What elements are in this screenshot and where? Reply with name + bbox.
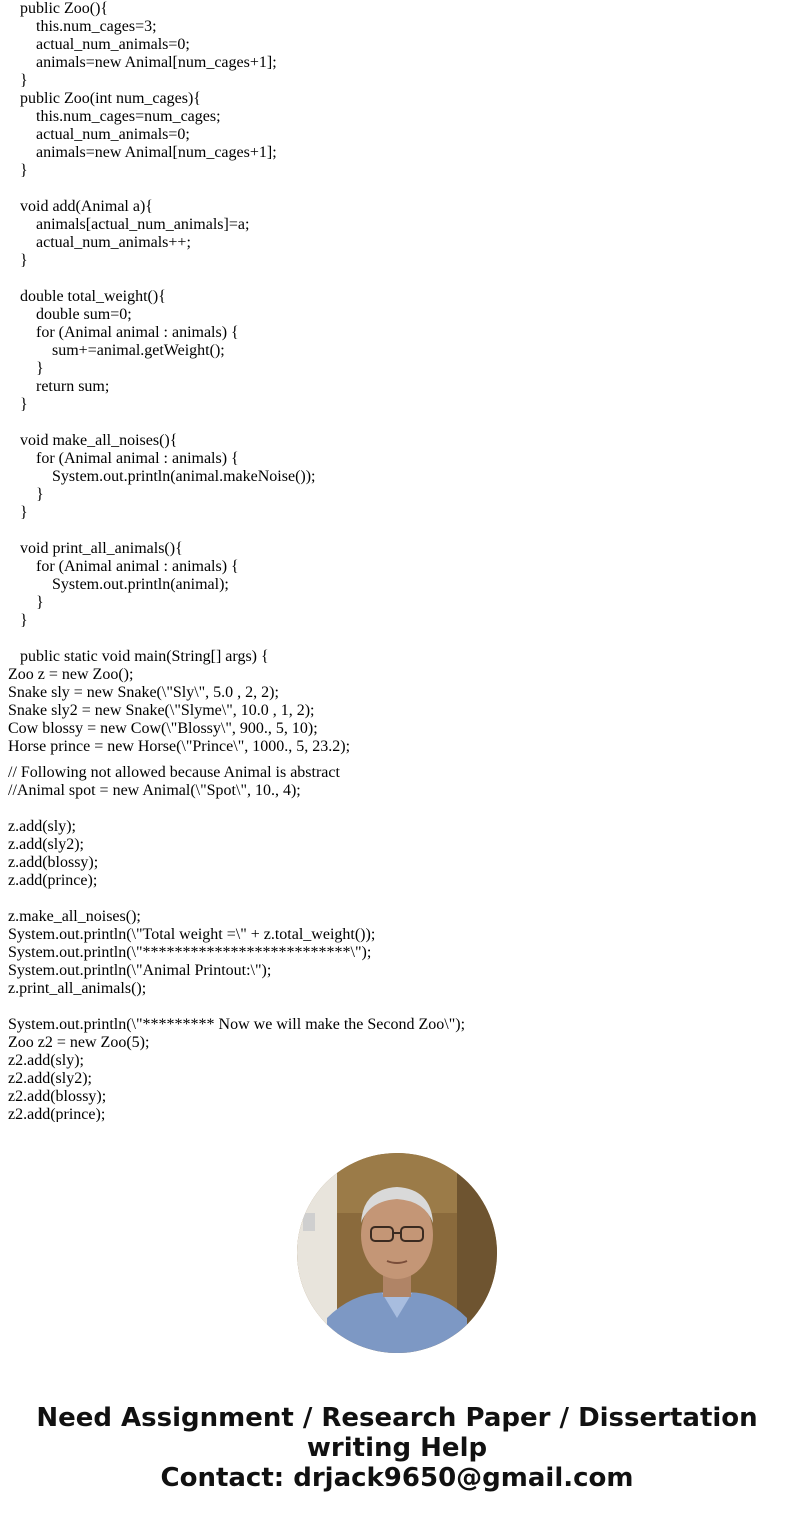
code-line: } — [8, 252, 28, 269]
code-line: } — [8, 162, 28, 179]
code-line: public static void main(String[] args) { — [8, 648, 269, 665]
code-line: for (Animal animal : animals) { — [8, 558, 239, 575]
code-line — [8, 270, 788, 288]
code-line: z.add(sly); — [8, 818, 76, 835]
code-line — [8, 998, 788, 1016]
code-line: //Animal spot = new Animal(\"Spot\", 10., 4); — [8, 782, 301, 799]
code-line: void print_all_animals(){ — [8, 540, 183, 557]
code-line: actual_num_animals=0; — [8, 36, 190, 53]
code-line: } — [8, 396, 28, 413]
contact-email: Contact: drjack9650@gmail.com — [160, 1463, 634, 1493]
code-line: Zoo z = new Zoo(); — [8, 666, 134, 683]
code-line: Cow blossy = new Cow(\"Blossy\", 900., 5, 10); — [8, 720, 318, 737]
code-line: z.add(sly2); — [8, 836, 84, 853]
code-line: for (Animal animal : animals) { — [8, 324, 239, 341]
code-listing — [8, 0, 788, 1122]
code-line: // Following not allowed because Animal is abstract — [8, 764, 340, 781]
code-line: void make_all_noises(){ — [8, 432, 178, 449]
code-line: z.add(prince); — [8, 872, 98, 889]
code-line: Horse prince = new Horse(\"Prince\", 1000., 5, 23.2); — [8, 738, 351, 755]
code-line: animals=new Animal[num_cages+1]; — [8, 54, 277, 71]
code-line — [8, 890, 788, 908]
code-line: actual_num_animals=0; — [8, 126, 190, 143]
code-line: System.out.println(animal.makeNoise()); — [8, 468, 316, 485]
code-line: z2.add(sly2); — [8, 1070, 92, 1087]
code-line: animals[actual_num_animals]=a; — [8, 216, 250, 233]
code-line: Snake sly = new Snake(\"Sly\", 5.0 , 2, 2); — [8, 684, 279, 701]
code-line: System.out.println(\"Total weight =\" + z.total_weight()); — [8, 926, 376, 943]
code-line: public Zoo(int num_cages){ — [8, 90, 201, 107]
code-line: actual_num_animals++; — [8, 234, 191, 251]
code-line: double sum=0; — [8, 306, 132, 323]
code-line — [8, 414, 788, 432]
code-line: System.out.println(\"**************************\"); — [8, 944, 372, 961]
code-line: Snake sly2 = new Snake(\"Slyme\", 10.0 , 1, 2); — [8, 702, 315, 719]
code-line: z2.add(blossy); — [8, 1088, 107, 1105]
author-avatar — [297, 1153, 497, 1353]
code-line: z.print_all_animals(); — [8, 980, 147, 997]
code-line: } — [8, 594, 44, 611]
person-portrait-image — [297, 1153, 497, 1353]
code-line: animals=new Animal[num_cages+1]; — [8, 144, 277, 161]
code-line: } — [8, 360, 44, 377]
code-line: System.out.println(\"Animal Printout:\"); — [8, 962, 272, 979]
code-line: System.out.println(\"********* Now we will make the Second Zoo\"); — [8, 1016, 466, 1033]
promo-line-1: Need Assignment / Research Paper / Dissertation — [36, 1403, 758, 1433]
code-line: z2.add(sly); — [8, 1052, 84, 1069]
code-line: z.add(blossy); — [8, 854, 99, 871]
code-line — [8, 522, 788, 540]
code-line: void add(Animal a){ — [8, 198, 153, 215]
code-line: return sum; — [8, 378, 110, 395]
code-line: z2.add(prince); — [8, 1106, 106, 1122]
code-line — [8, 630, 788, 648]
code-line: z.make_all_noises(); — [8, 908, 141, 925]
code-line — [8, 800, 788, 818]
promo-line-2: writing Help — [306, 1433, 488, 1463]
code-line: } — [8, 486, 44, 503]
code-line — [8, 756, 788, 764]
code-line: sum+=animal.getWeight(); — [8, 342, 225, 359]
promo-footer — [0, 1403, 794, 1493]
code-line: public Zoo(){ — [8, 0, 109, 17]
code-line: this.num_cages=3; — [8, 18, 157, 35]
code-line: System.out.println(animal); — [8, 576, 229, 593]
code-line — [8, 180, 788, 198]
code-line: double total_weight(){ — [8, 288, 166, 305]
code-line: this.num_cages=num_cages; — [8, 108, 221, 125]
code-line: } — [8, 72, 28, 89]
code-line: } — [8, 504, 28, 521]
code-line: Zoo z2 = new Zoo(5); — [8, 1034, 150, 1051]
code-line: for (Animal animal : animals) { — [8, 450, 239, 467]
code-line: } — [8, 612, 28, 629]
